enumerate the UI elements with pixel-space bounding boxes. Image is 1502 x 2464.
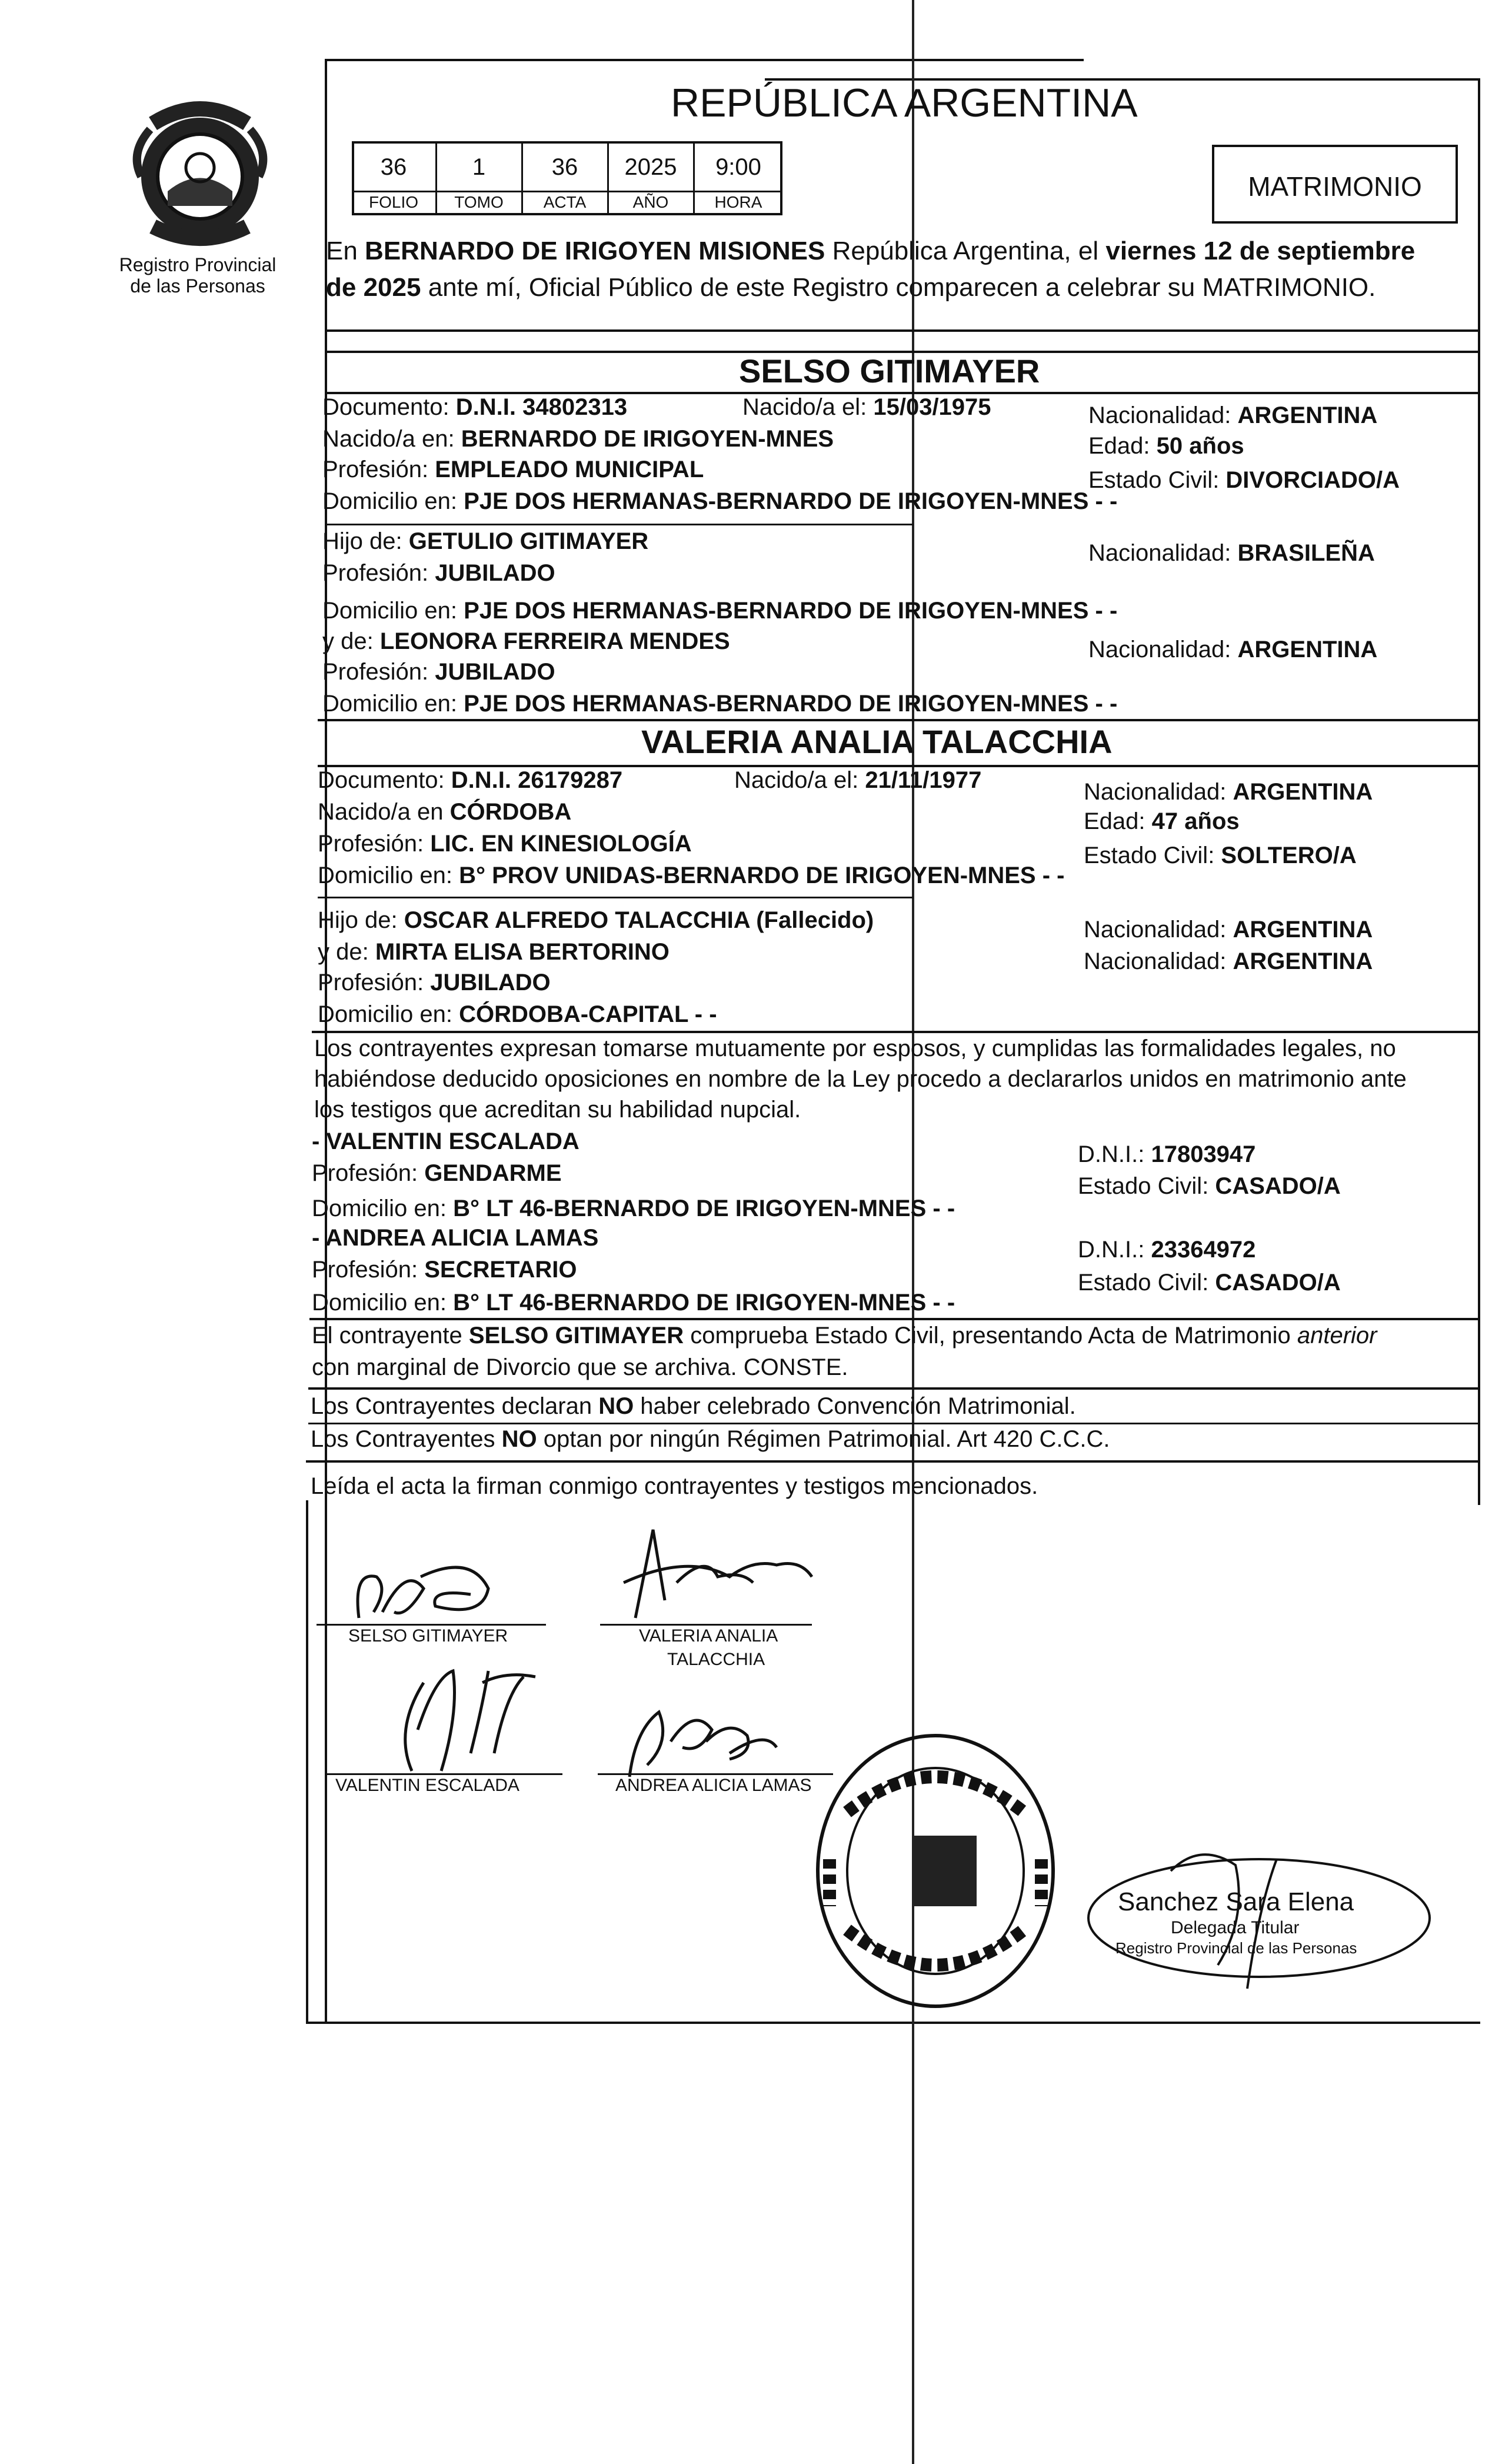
- witness-2-dni: D.N.I.: 23364972: [1078, 1237, 1256, 1263]
- groom-signature-label: SELSO GITIMAYER: [348, 1626, 508, 1646]
- witness-1-address: Domicilio en: B° LT 46-BERNARDO DE IRIGOYEN-MNES - -: [312, 1196, 955, 1221]
- witness-1-signature: [377, 1659, 565, 1783]
- groom-document: Documento: D.N.I. 34802313: [322, 394, 628, 420]
- witness-2-name: - ANDREA ALICIA LAMAS: [312, 1225, 599, 1251]
- official-role: Delegada Titular: [1171, 1918, 1300, 1937]
- witness-2-address: Domicilio en: B° LT 46-BERNARDO DE IRIGOYEN-MNES - -: [312, 1290, 955, 1316]
- groom-birthplace: Nacido/a en: BERNARDO DE IRIGOYEN-MNES: [322, 426, 834, 452]
- groom-mother-profession: Profesión: JUBILADO: [322, 659, 555, 685]
- groom-father: Hijo de: GETULIO GITIMAYER: [322, 528, 649, 554]
- official-round-stamp: [812, 1730, 1059, 2012]
- bride-father-nationality: Nacionalidad: ARGENTINA: [1084, 917, 1373, 943]
- groom-address: Domicilio en: PJE DOS HERMANAS-BERNARDO DE IRIGOYEN-MNES - -: [322, 488, 1118, 514]
- groom-mother-nationality: Nacionalidad: ARGENTINA: [1088, 637, 1378, 662]
- witness-2-signature: [612, 1694, 788, 1783]
- witness-1-dni: D.N.I.: 17803947: [1078, 1141, 1256, 1167]
- witness-1-signature-label: VALENTIN ESCALADA: [335, 1776, 519, 1795]
- folio-value: 36: [380, 154, 407, 180]
- groom-mother-address: Domicilio en: PJE DOS HERMANAS-BERNARDO DE IRIGOYEN-MNES - -: [322, 691, 1118, 717]
- declaration-line-3: los testigos que acreditan su habilidad nupcial.: [314, 1097, 801, 1123]
- bride-name: VALERIA ANALIA TALACCHIA: [641, 723, 1113, 760]
- intro-line-2: de 2025 ante mí, Oficial Público de este Registro comparecen a celebrar su MATRIMONIO.: [326, 273, 1376, 302]
- groom-father-profession: Profesión: JUBILADO: [322, 560, 555, 586]
- registry-logo: [118, 88, 282, 253]
- bride-age: Edad: 47 años: [1084, 808, 1240, 834]
- year-value: 2025: [624, 154, 677, 180]
- groom-nationality: Nacionalidad: ARGENTINA: [1088, 402, 1378, 428]
- bride-birth-date: Nacido/a el: 21/11/1977: [734, 767, 982, 793]
- groom-name: SELSO GITIMAYER: [739, 352, 1040, 389]
- groom-mother: y de: LEONORA FERREIRA MENDES: [322, 628, 730, 654]
- prior-marriage-line-2: con marginal de Divorcio que se archiva. CONSTE.: [312, 1354, 848, 1380]
- bride-signature-label-2: TALACCHIA: [667, 1650, 765, 1669]
- official-name: Sanchez Sara Elena: [1118, 1887, 1354, 1916]
- bride-civil-status: Estado Civil: SOLTERO/A: [1084, 843, 1357, 868]
- hour-label: HORA: [714, 193, 762, 211]
- witness-1-name: - VALENTIN ESCALADA: [312, 1128, 580, 1154]
- year-label: AÑO: [632, 193, 669, 211]
- bride-birthplace: Nacido/a en CÓRDOBA: [318, 799, 572, 825]
- groom-civil-status: Estado Civil: DIVORCIADO/A: [1088, 467, 1400, 493]
- groom-signature: [318, 1553, 541, 1630]
- acta-value: 36: [551, 154, 578, 180]
- convention-note: Los Contrayentes declaran NO haber celebrado Convención Matrimonial.: [311, 1393, 1076, 1419]
- province-seal-icon: [118, 88, 282, 253]
- tomo-value: 1: [472, 154, 486, 180]
- bride-parents-address: Domicilio en: CÓRDOBA-CAPITAL - -: [318, 1001, 717, 1027]
- regime-note: Los Contrayentes NO optan por ningún Régimen Patrimonial. Art 420 C.C.C.: [311, 1426, 1110, 1452]
- bride-mother-nationality: Nacionalidad: ARGENTINA: [1084, 948, 1373, 974]
- witness-2-civil-status: Estado Civil: CASADO/A: [1078, 1270, 1341, 1296]
- act-type: MATRIMONIO: [1248, 171, 1422, 202]
- bride-profession: Profesión: LIC. EN KINESIOLOGÍA: [318, 831, 692, 857]
- bride-nationality: Nacionalidad: ARGENTINA: [1084, 779, 1373, 805]
- official-organization: Registro Provincial de las Personas: [1115, 1939, 1357, 1957]
- bride-father: Hijo de: OSCAR ALFREDO TALACCHIA (Fallecido): [318, 907, 874, 933]
- bride-signature-label-1: VALERIA ANALIA: [639, 1626, 778, 1646]
- bride-parents-profession: Profesión: JUBILADO: [318, 970, 551, 995]
- hour-value: 9:00: [715, 154, 761, 180]
- groom-profession: Profesión: EMPLEADO MUNICIPAL: [322, 457, 704, 482]
- bride-mother: y de: MIRTA ELISA BERTORINO: [318, 939, 670, 965]
- groom-age: Edad: 50 años: [1088, 433, 1244, 459]
- witness-1-civil-status: Estado Civil: CASADO/A: [1078, 1173, 1341, 1199]
- witness-1-profession: Profesión: GENDARME: [312, 1160, 562, 1186]
- groom-birth-date: Nacido/a el: 15/03/1975: [742, 394, 991, 420]
- registry-name-line2: de las Personas: [130, 275, 265, 297]
- bride-address: Domicilio en: B° PROV UNIDAS-BERNARDO DE IRIGOYEN-MNES - -: [318, 863, 1065, 888]
- witness-2-signature-label: ANDREA ALICIA LAMAS: [615, 1776, 812, 1795]
- bride-document: Documento: D.N.I. 26179287: [318, 767, 623, 793]
- acta-label: ACTA: [543, 193, 587, 211]
- official-stamp: [1083, 1847, 1436, 2000]
- act-type-box: [1212, 145, 1458, 224]
- declaration-line-1: Los contrayentes expresan tomarse mutuamente por esposos, y cumplidas las formalidades legales, no: [314, 1035, 1396, 1061]
- read-and-sign-note: Leída el acta la firman conmigo contrayentes y testigos mencionados.: [311, 1473, 1038, 1499]
- declaration-line-2: habiéndose deducido oposiciones en nombre de la Ley procedo a declararlos unidos en matrimonio ante: [314, 1066, 1407, 1092]
- bride-signature: [600, 1518, 824, 1630]
- folio-label: FOLIO: [368, 193, 418, 211]
- groom-father-address: Domicilio en: PJE DOS HERMANAS-BERNARDO DE IRIGOYEN-MNES - -: [322, 598, 1118, 624]
- groom-father-nationality: Nacionalidad: BRASILEÑA: [1088, 540, 1375, 566]
- intro-line-1: En BERNARDO DE IRIGOYEN MISIONES República Argentina, el viernes 12 de septiembre: [326, 237, 1416, 265]
- document-title: REPÚBLICA ARGENTINA: [671, 81, 1138, 125]
- registry-name-line1: Registro Provincial: [119, 254, 277, 275]
- registry-stamp-icon: [812, 1730, 1059, 2012]
- witness-2-profession: Profesión: SECRETARIO: [312, 1257, 577, 1283]
- prior-marriage-line-1: El contrayente SELSO GITIMAYER comprueba Estado Civil, presentando Acta de Matrimonio anterior: [312, 1323, 1377, 1348]
- tomo-label: TOMO: [454, 193, 504, 211]
